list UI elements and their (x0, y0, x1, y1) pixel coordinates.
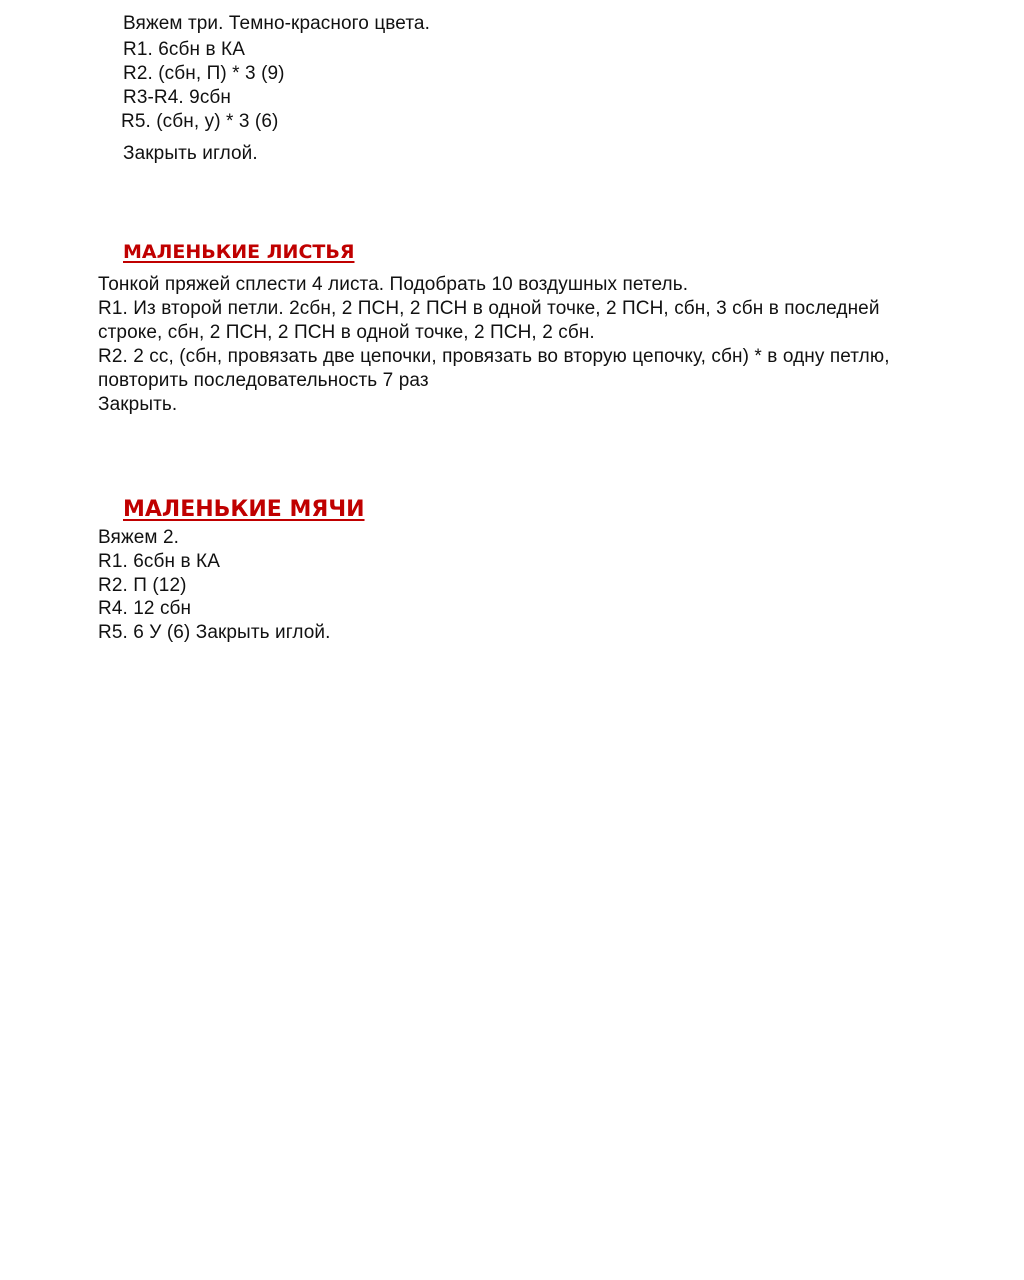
balls-line-5: R5. 6 У (6) Закрыть иглой. (98, 622, 331, 643)
balls-line-4: R4. 12 сбн (98, 598, 192, 619)
tri-row-1: R1. 6сбн в КА (123, 39, 245, 60)
balls-line-1: Вяжем 2. (98, 527, 180, 548)
balls-heading: МАЛЕНЬКИЕ МЯЧИ (123, 497, 365, 522)
tri-row-3: R3-R4. 9сбн (123, 87, 232, 108)
leaves-heading: МАЛЕНЬКИЕ ЛИСТЬЯ (123, 241, 355, 263)
leaves-line-4: R2. 2 сс, (сбн, провязать две цепочки, провязать во вторую цепочку, сбн) * в одну петлю, (98, 346, 890, 367)
leaves-line-3: строке, сбн, 2 ПСН, 2 ПСН в одной точке, 2 ПСН, 2 сбн. (98, 322, 595, 343)
tri-closing-text: Закрыть иглой. (123, 143, 258, 164)
tri-intro-text: Вяжем три. Темно-красного цвета. (123, 13, 430, 34)
leaves-line-5: повторить последовательность 7 раз (98, 370, 429, 391)
leaves-line-1: Тонкой пряжей сплести 4 листа. Подобрать 10 воздушных петель. (98, 274, 689, 295)
balls-line-3: R2. П (12) (98, 575, 187, 596)
balls-line-2: R1. 6сбн в КА (98, 551, 220, 572)
tri-row-4: R5. (сбн, у) * 3 (6) (121, 111, 279, 132)
leaves-line-6: Закрыть. (98, 394, 178, 415)
tri-row-2: R2. (сбн, П) * 3 (9) (123, 63, 285, 84)
leaves-line-2: R1. Из второй петли. 2сбн, 2 ПСН, 2 ПСН в одной точке, 2 ПСН, сбн, 3 сбн в последней (98, 298, 880, 319)
